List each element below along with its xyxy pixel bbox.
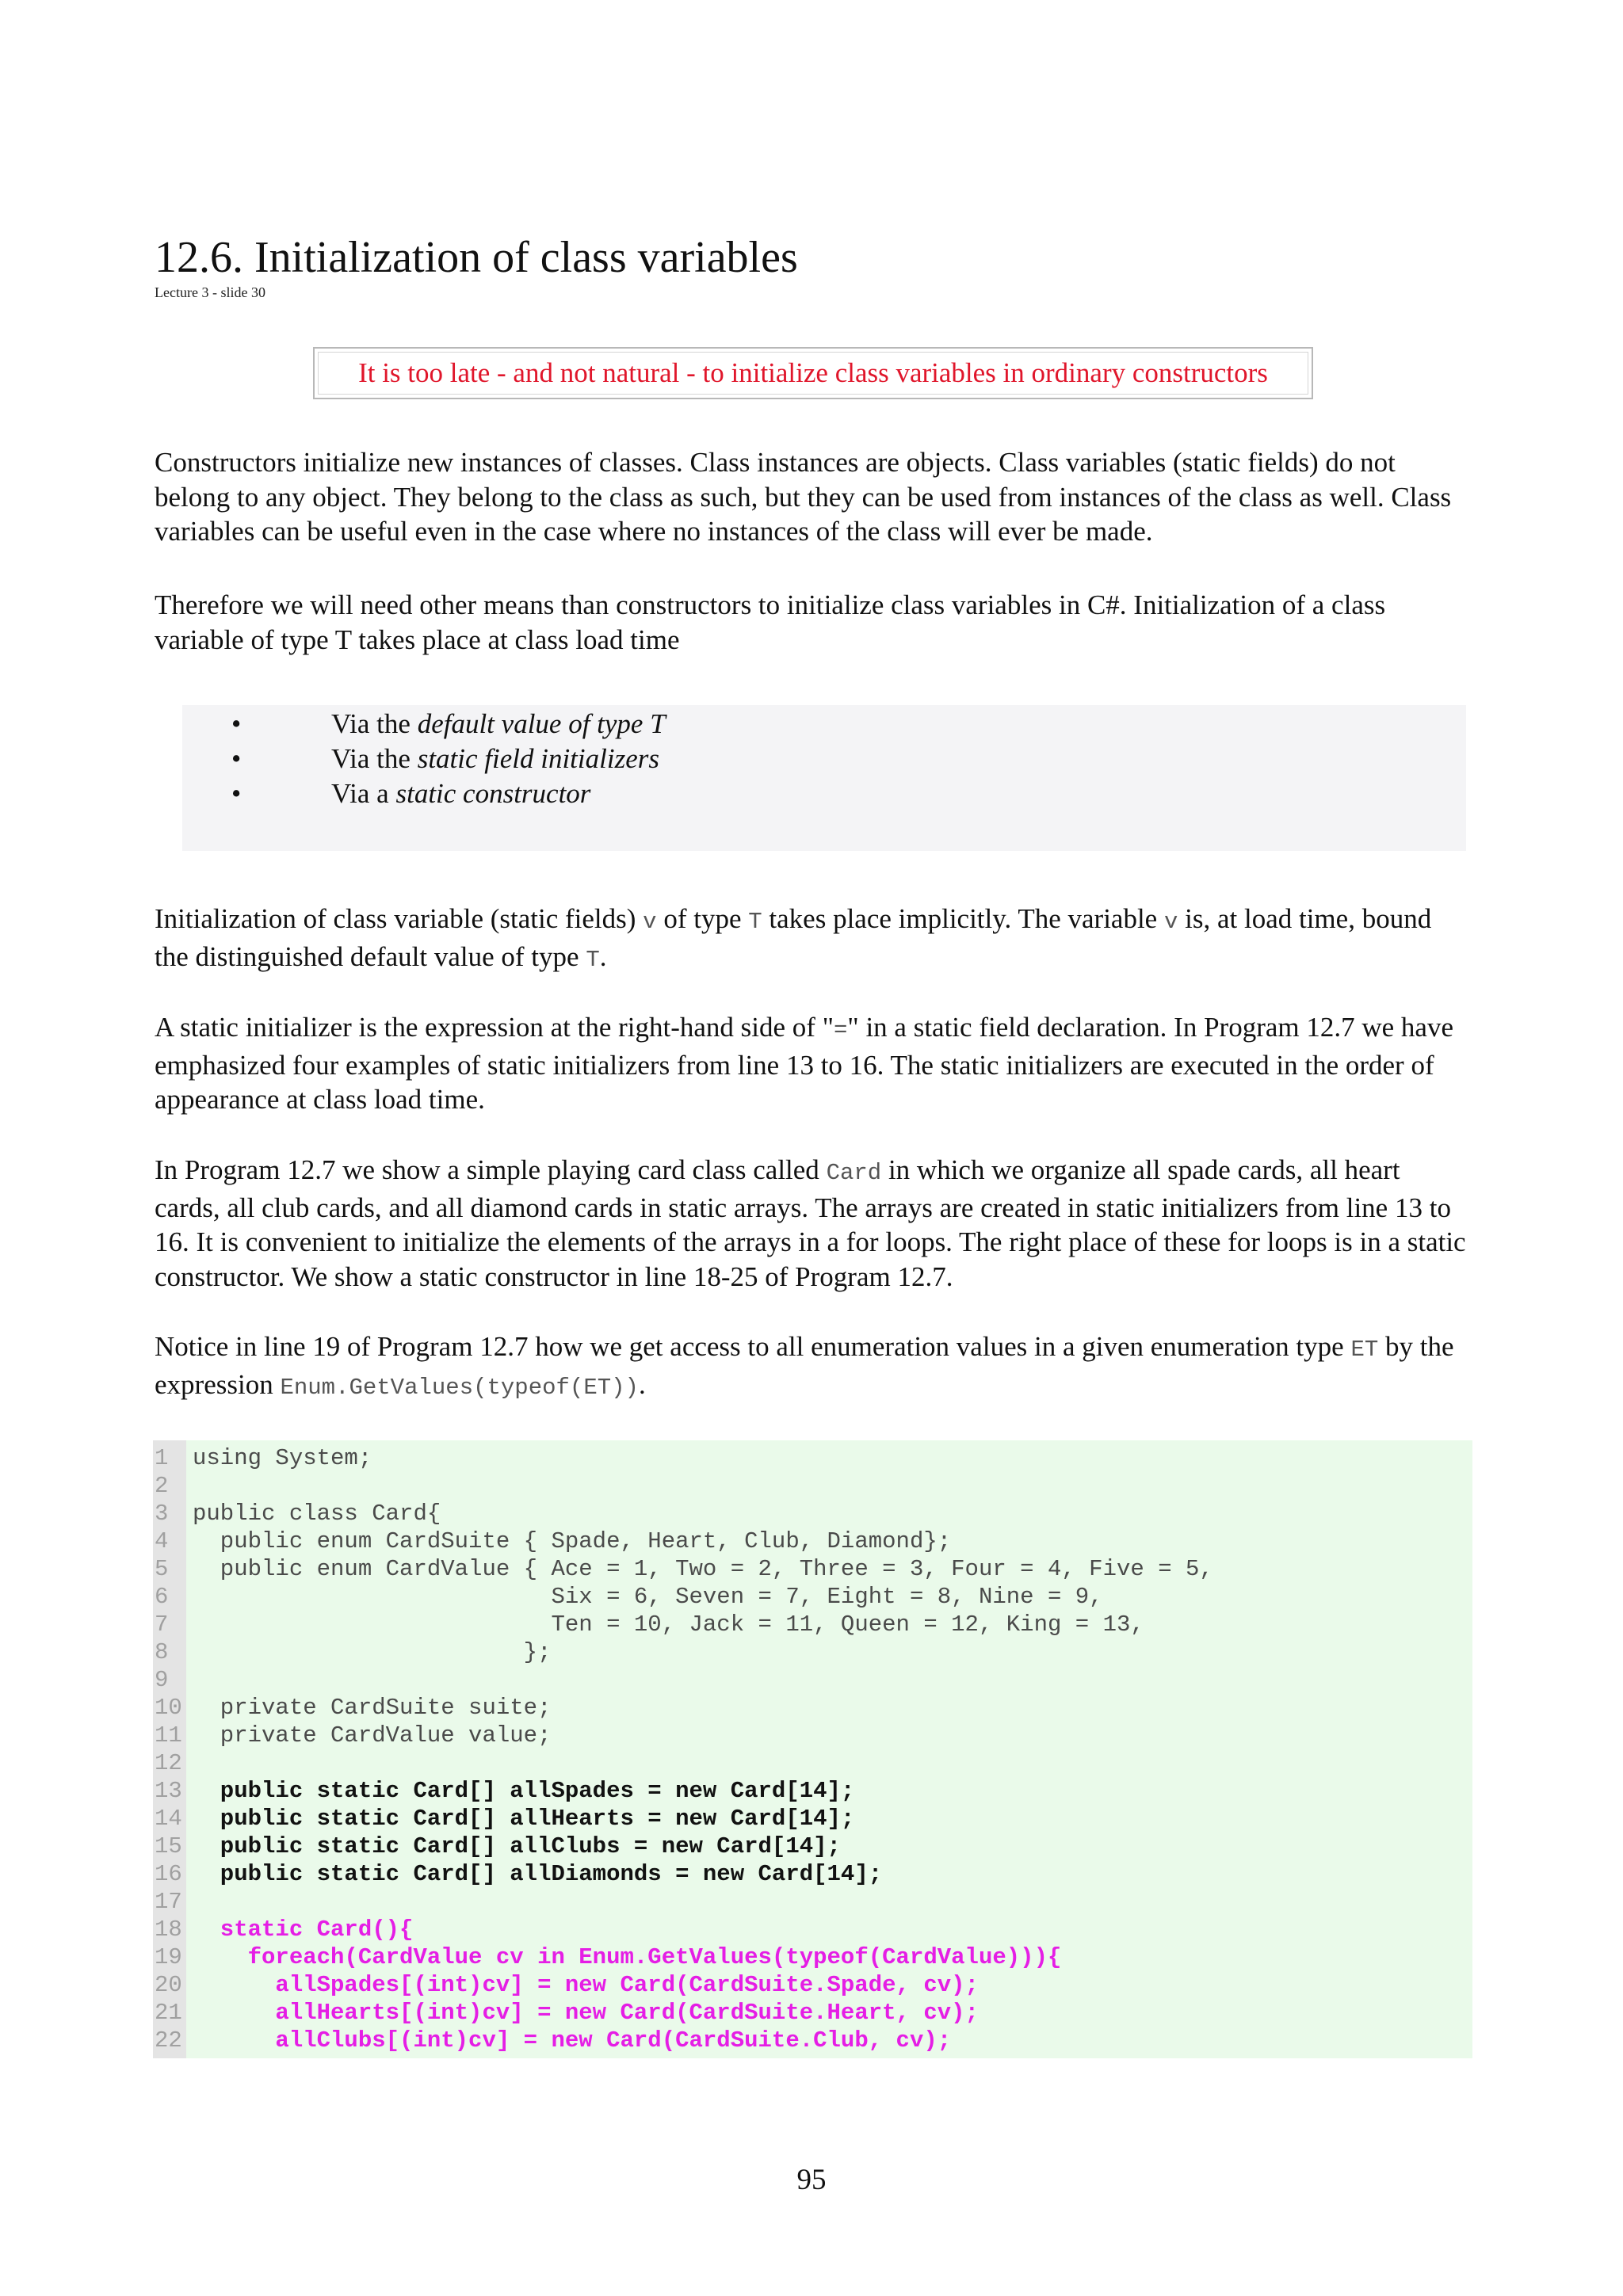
paragraph-card-class: In Program 12.7 we show a simple playing card class called Card in which we organize all spade cards, all heart cards, all club cards, and all diamond cards in static arrays. The arrays are created in static initializers from line 13 to 16. It is convenient to initialize the elements of the arrays in a for loops. The right place of these for loops is in a static constructor. We show a static constructor in line 18-25 of Program 12.7. <box>155 1154 1466 1292</box>
paragraph-constructors: Constructors initialize new instances of classes. Class instances are objects. Class variables (static fields) do not belong to any object. They belong to the class as such, but they can be used from instances of the class as well. Class variables can be useful even in the case where no instances of the class will ever be made. <box>155 447 1452 547</box>
code-line <box>153 1722 1472 1749</box>
line-number: 5 <box>155 1556 169 1582</box>
lecture-slide-reference: Lecture 3 - slide 30 <box>155 284 265 300</box>
list-item-emphasis: static constructor <box>395 778 591 809</box>
code-text: public enum CardSuite { Spade, Heart, Club, Diamond}; <box>193 1528 952 1554</box>
line-number: 13 <box>155 1778 182 1804</box>
code-line <box>153 1472 1472 1500</box>
code-line <box>153 1611 1472 1638</box>
code-line <box>153 1888 1472 1916</box>
paragraph-static-initializer: A static initializer is the expression at the right-hand side of "=" in a static field declaration. In Program 12.7 we have emphasized four examples of static initializers from line 13 to 16. The static initializers are executed in the order of appearance at class load time. <box>155 1012 1453 1115</box>
code-line <box>153 1777 1472 1805</box>
code-line <box>153 1444 1472 1472</box>
inline-code: ET <box>1350 1337 1379 1363</box>
list-item-emphasis: static field initializers <box>417 743 659 774</box>
code-text: public static Card[] allSpades = new Card[14]; <box>193 1778 855 1804</box>
code-line <box>153 1555 1472 1583</box>
code-text: static Card(){ <box>193 1917 414 1943</box>
code-text: public static Card[] allClubs = new Card[14]; <box>193 1833 841 1859</box>
code-line <box>153 1638 1472 1666</box>
line-number: 19 <box>155 1944 182 1970</box>
list-item-prefix: Via the <box>331 708 418 739</box>
inline-code: T <box>748 909 762 935</box>
code-line <box>153 1749 1472 1777</box>
code-text: Ten = 10, Jack = 11, Queen = 12, King = 13, <box>193 1611 1144 1638</box>
code-line <box>153 1971 1472 1999</box>
paragraph-other-means: Therefore we will need other means than constructors to initialize class variables in C#. Initialization of a class variable of type T takes place at class load time <box>155 589 1386 655</box>
bullet-icon: • <box>231 778 242 809</box>
line-number: 22 <box>155 2027 182 2054</box>
code-line <box>153 1860 1472 1888</box>
line-number: 17 <box>155 1889 182 1915</box>
code-text: private CardValue value; <box>193 1722 552 1749</box>
code-line <box>153 1527 1472 1555</box>
code-line <box>153 1999 1472 2027</box>
code-text: }; <box>193 1639 552 1665</box>
program-listing <box>153 1440 1472 2058</box>
code-text: allClubs[(int)cv] = new Card(CardSuite.Club, cv); <box>193 2027 952 2054</box>
code-text: public static Card[] allHearts = new Card[14]; <box>193 1806 855 1832</box>
line-number: 20 <box>155 1972 182 1998</box>
list-item-prefix: Via the <box>331 743 418 774</box>
code-text: public static Card[] allDiamonds = new Card[14]; <box>193 1861 883 1887</box>
code-line <box>153 1805 1472 1833</box>
line-number: 12 <box>155 1750 182 1776</box>
line-number: 3 <box>155 1501 169 1527</box>
code-line <box>153 1500 1472 1527</box>
code-line <box>153 2027 1472 2054</box>
code-line <box>153 1916 1472 1943</box>
inline-code: = <box>834 1017 848 1043</box>
line-number: 18 <box>155 1917 182 1943</box>
inline-code: T <box>586 946 600 973</box>
section-title: 12.6. Initialization of class variables <box>155 233 798 282</box>
paragraph-implicit-init: Initialization of class variable (static fields) v of type T takes place implicitly. The variable v is, at load time, bound the distinguished default value of type T. <box>155 903 1432 973</box>
code-text: using System; <box>193 1445 372 1471</box>
code-text: public enum CardValue { Ace = 1, Two = 2, Three = 3, Four = 4, Five = 5, <box>193 1556 1213 1582</box>
bullet-icon: • <box>231 708 242 739</box>
code-text: allHearts[(int)cv] = new Card(CardSuite.Heart, cv); <box>193 2000 979 2026</box>
line-number: 11 <box>155 1722 182 1749</box>
inline-code: Enum.GetValues(typeof(ET)) <box>280 1374 639 1401</box>
code-line <box>153 1583 1472 1611</box>
initialization-ways-list <box>182 705 1466 851</box>
line-number: 6 <box>155 1584 169 1610</box>
line-number: 7 <box>155 1611 169 1638</box>
code-line <box>153 1833 1472 1860</box>
list-item-emphasis: default value of type T <box>417 708 666 739</box>
line-number: 1 <box>155 1445 169 1471</box>
line-number: 14 <box>155 1806 182 1832</box>
line-number: 4 <box>155 1528 169 1554</box>
bullet-icon: • <box>231 743 242 774</box>
line-number: 2 <box>155 1473 169 1499</box>
page-number: 95 <box>796 2164 827 2196</box>
code-line <box>153 1943 1472 1971</box>
key-point-box <box>313 347 1313 399</box>
code-line <box>153 1694 1472 1722</box>
inline-code: Card <box>826 1160 882 1186</box>
inline-code: v <box>643 909 657 935</box>
line-number: 15 <box>155 1833 182 1859</box>
list-item-prefix: Via a <box>331 778 396 809</box>
paragraph-enum-values: Notice in line 19 of Program 12.7 how we get access to all enumeration values in a given enumeration type ET by the expression Enum.GetValues(typeof(ET)). <box>155 1331 1454 1401</box>
line-number: 9 <box>155 1667 169 1693</box>
line-number: 8 <box>155 1639 169 1665</box>
code-text: Six = 6, Seven = 7, Eight = 8, Nine = 9, <box>193 1584 1103 1610</box>
line-number: 10 <box>155 1695 182 1721</box>
code-text: public class Card{ <box>193 1501 441 1527</box>
line-number: 21 <box>155 2000 182 2026</box>
key-point-text: It is too late - and not natural - to initialize class variables in ordinary constructors <box>318 352 1308 395</box>
code-text: allSpades[(int)cv] = new Card(CardSuite.Spade, cv); <box>193 1972 979 1998</box>
line-number: 16 <box>155 1861 182 1887</box>
code-text: foreach(CardValue cv in Enum.GetValues(typeof(CardValue))){ <box>193 1944 1062 1970</box>
code-line <box>153 1666 1472 1694</box>
code-text: private CardSuite suite; <box>193 1695 552 1721</box>
inline-code: v <box>1163 909 1178 935</box>
